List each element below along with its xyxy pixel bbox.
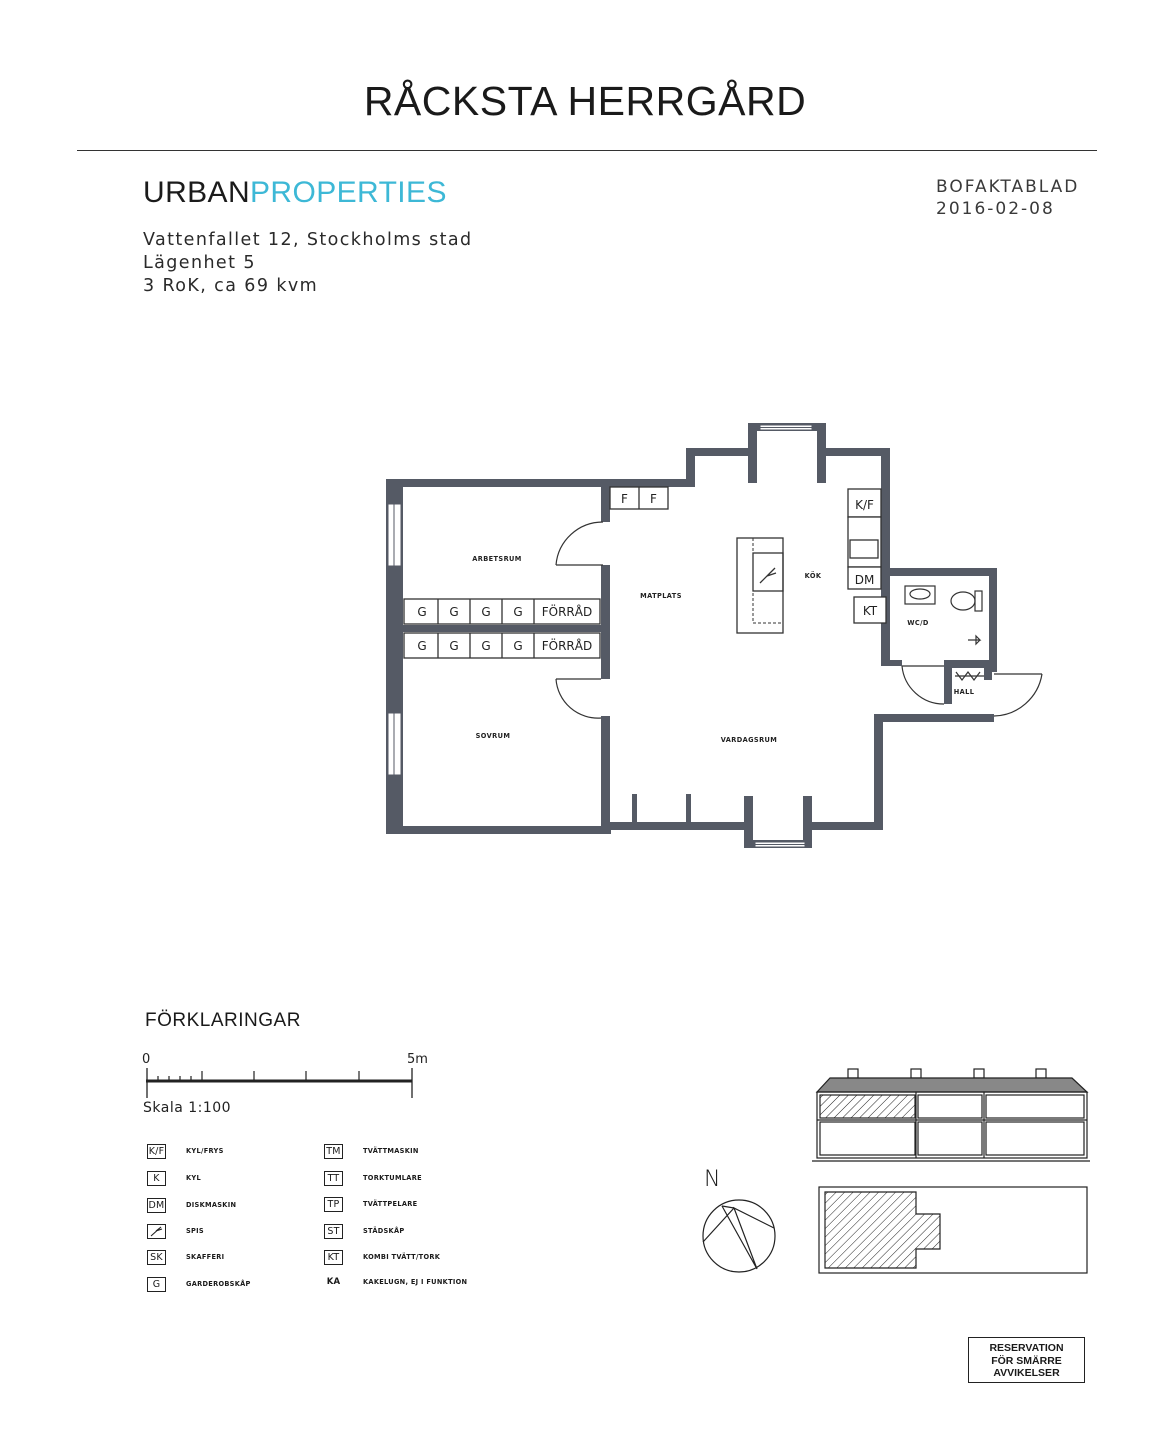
document-date: 2016-02-08 (936, 199, 1055, 219)
wardrobe-f-cabinets (610, 487, 668, 509)
legend-code: TP (324, 1197, 343, 1212)
storage-label: FÖRRÅD (541, 639, 593, 653)
scale-bar (146, 1068, 412, 1098)
cabinet-g-label: G (417, 639, 427, 653)
legend-item (147, 1275, 251, 1293)
legend-code: TM (324, 1144, 343, 1159)
cabinet-g-label: G (481, 605, 491, 619)
cabinet-g-label: G (513, 639, 523, 653)
legend-code: KT (324, 1250, 343, 1265)
scale-end-label: 5m (407, 1052, 428, 1067)
room-label-matplats: MATPLATS (640, 592, 682, 600)
legend-text: KYL (186, 1174, 201, 1182)
disclaimer-line: FÖR SMÄRRE (991, 1354, 1062, 1367)
legend-text: STÄDSKÅP (363, 1227, 405, 1235)
cabinet-f-label: F (650, 492, 657, 506)
disclaimer-box (968, 1337, 1085, 1383)
legend-item (147, 1248, 224, 1266)
legend-code: K (147, 1171, 166, 1186)
legend-item (147, 1142, 224, 1160)
legend-text: GARDEROBSKÅP (186, 1280, 251, 1288)
legend-item (147, 1222, 204, 1240)
disclaimer-line: AVVIKELSER (993, 1367, 1060, 1379)
room-label-sovrum: SOVRUM (475, 732, 511, 740)
legend-item (324, 1222, 405, 1240)
scale-label: Skala 1:100 (143, 1100, 232, 1116)
legend-item (147, 1196, 236, 1214)
legend-item (324, 1248, 440, 1266)
building-elevation-key (812, 1069, 1090, 1161)
address-line: Vattenfallet 12, Stockholms stad (143, 230, 473, 250)
cabinet-g-label: G (449, 605, 459, 619)
brand-logo-part1: URBAN (143, 176, 251, 209)
cabinet-g-label: G (449, 639, 459, 653)
walls (386, 423, 997, 848)
legend-code: SK (147, 1250, 166, 1265)
storage-label: FÖRRÅD (541, 605, 593, 619)
legend-item (147, 1169, 201, 1187)
legend-text: KOMBI TVÄTT/TORK (363, 1253, 441, 1261)
room-label-hall: HALL (953, 688, 975, 696)
legend-item (324, 1273, 467, 1291)
legend-text: SPIS (186, 1227, 204, 1235)
room-label-vardagsrum: VARDAGSRUM (720, 736, 778, 744)
page-title: RÅCKSTA HERRGÅRD (363, 78, 807, 124)
compass-icon (703, 1200, 775, 1272)
fridge-freezer-label: K/F (855, 498, 874, 512)
disclaimer-line: RESERVATION (989, 1342, 1064, 1354)
room-label-wcd: WC/D (907, 619, 929, 627)
legend-text: TVÄTTPELARE (363, 1200, 418, 1208)
cabinet-g-label: G (481, 639, 491, 653)
cabinet-f-label: F (621, 492, 628, 506)
legend-code: K/F (148, 1145, 165, 1157)
legend-code: KA (326, 1277, 341, 1287)
washer-dryer-label: KT (862, 604, 878, 618)
brand-logo-part2: PROPERTIES (250, 176, 447, 209)
stove-icon (147, 1224, 166, 1239)
legend-code: DM (148, 1199, 165, 1211)
legend-item (324, 1142, 419, 1160)
size-line: 3 RoK, ca 69 kvm (143, 276, 319, 296)
room-label-arbetsrum: ARBETSRUM (472, 555, 522, 563)
cabinet-g-label: G (513, 605, 523, 619)
scale-start-label: 0 (142, 1052, 151, 1067)
legend-text: KYL/FRYS (186, 1147, 224, 1155)
legend-text: TVÄTTMASKIN (363, 1147, 419, 1155)
room-label-kok: KÖK (804, 572, 822, 580)
legend-text: DISKMASKIN (186, 1201, 237, 1209)
legend-code: ST (324, 1224, 343, 1239)
legend-item (324, 1169, 422, 1187)
legend-text: SKAFFERI (186, 1253, 225, 1261)
legend-code: TT (324, 1171, 343, 1186)
building-siteplan-key (819, 1187, 1087, 1273)
apartment-line: Lägenhet 5 (143, 253, 256, 273)
legend-title: FÖRKLARINGAR (145, 1010, 301, 1031)
kitchen-island (737, 538, 783, 633)
dishwasher-label: DM (854, 573, 875, 587)
legend-code: G (147, 1277, 166, 1292)
cabinet-g-label: G (417, 605, 427, 619)
legend-item (324, 1195, 417, 1213)
north-label: N (704, 1167, 721, 1192)
legend-text: TORKTUMLARE (363, 1174, 422, 1182)
legend-text: KAKELUGN, EJ I FUNKTION (363, 1278, 468, 1286)
document-type: BOFAKTABLAD (936, 177, 1080, 197)
